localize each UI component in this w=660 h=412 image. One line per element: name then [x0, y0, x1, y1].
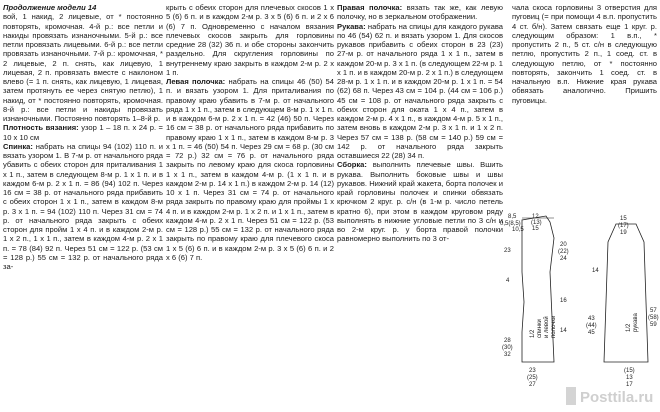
density-label: Плотность вязания:: [3, 123, 79, 133]
sleeve-bottom-b: 13: [626, 375, 633, 381]
sleeve-right-a: 57: [650, 308, 657, 314]
text-column-1: [3, 3, 163, 271]
sleeves-text: набрать на спицы для каждого рукава по 46 (54) 62 п. и вязать узором 1. Для скосов рукавов прибавить с обеих сторон в 23 (23) 27-м р. от начального ряда 1 х 1 п., затем в каждом 20-м р. 3 х 1 п. (в следующем 22-м р. 1 х 1 п. и в каждом 20-м р. 2 х 1 п.) в следующем 28-м р. 1 х 1 п. и в каждом 20-м р. 1 х 1 п. = 54 (62) 68 п. Через 43 см = 104 р. (44 см = 106 р.) 45 см = 108 р. от начального ряда закрыть с обеих сторон для оката 1 х 4 п., затем в каждом 2-м р. 4 х 1 п., в каждом 4-м р. 5 х 1 п., затем вновь в каждом 2-м р. 3 х 1 п. и 1 х 2 п. Через 57 см = 138 р. (58 см = 140 р.) 59 см = 142 р. от начального ряда закрыть оставшиеся 22 (28) 34 п.: [337, 21, 503, 160]
sleeve-right-c: 59: [650, 322, 657, 328]
sleeve-right-b: (58): [648, 315, 659, 321]
side-measure-d: 16: [560, 298, 567, 304]
sleeve-caption: [626, 313, 639, 332]
density-text: узор 1 – 18 п. х 24 р. = 10 х 10 см: [3, 123, 163, 142]
pattern-rows-text: вой, 1 накид, 2 лицевые, от * постоянно повторять, кромочная. 4-й р.: все петли и накиды провязать изнаночными. 5-й р.: все петли провязать лицевыми. 6-й р.: все петли провязать изнаночными. 7-й р.: кромочная, * 2 лицевые, 2 п. снять, как лицевую, 1 лицевая, 2 п. провязать вместе с наклоном влево (= 1 п. снять, как лицевую, 1 лицевая, затем протянуть ее через снятую петлю), 1 накид, от * постоянно повторять, кромочная. 8-й р.: все петли и накиды провязать изнаночными. Постоянно повторять 1–8-й р.: [3, 12, 163, 123]
sleeve-bottom-a: (15): [624, 368, 635, 374]
text-column-3: [337, 3, 503, 244]
watermark-svg: [566, 385, 660, 407]
side-measure-e: 14: [560, 328, 567, 334]
sleeve-caption-2: рукава: [633, 313, 639, 332]
bottom-measure-b: (25): [527, 375, 538, 381]
text-column-4: [512, 3, 657, 105]
body-caption-2: спинки: [537, 319, 543, 338]
sleeves-label: Рукава:: [337, 21, 366, 31]
left-front-label: Левая полочка:: [166, 77, 226, 86]
watermark-mark: [566, 387, 576, 405]
text-column-2: [166, 3, 334, 262]
bottom-measure-c: 27: [529, 382, 536, 388]
back-continued-text: крыть с обеих сторон для плечевых скосов 1 х 5 (6) 6 п. и в каждом 2-м р. 3 х 5 (6) 6 п. и 2 х 6 (6) 7 п. Одновременно с началом вязания плечевых скосов закрыть для горловины средние 28 (32) 36 п. и обе стороны закончить раздельно. Для скругления горловины по внутреннему краю закрыть в каждом 2-м р. 2 х 1 п.: [166, 3, 334, 77]
sleeve-top-b: (17): [618, 223, 629, 229]
side-measure-a: 20: [560, 242, 567, 248]
watermark-brand: Posttila.ru: [580, 389, 654, 406]
right-front-text: вязать так же, как левую полочку, но в зеркальном отображении.: [337, 3, 503, 22]
schematic-svg: [484, 212, 660, 407]
top-measure-f: 15: [532, 226, 539, 232]
body-caption-3: и левой: [544, 316, 550, 338]
sleeve-outline: [604, 224, 648, 362]
section-heading: Продолжение модели 14: [3, 3, 97, 12]
sleeve-bottom-c: 17: [626, 382, 633, 388]
right-front-label: Правая полочка:: [337, 3, 403, 12]
bottom-measure-a: 23: [529, 368, 536, 374]
pattern-schematic: [484, 212, 660, 407]
sleeve-caption-1: 1/2: [626, 323, 632, 332]
side-measure-c: 24: [560, 256, 567, 262]
back-label: Спинка:: [3, 141, 33, 151]
sleeve-top-c: 19: [620, 230, 627, 236]
left-measure-b: 4: [506, 278, 510, 284]
left-front-text: набрать на спицы 46 (50) 54 п. и вязать узором 1. Для приталивания по правому краю убавить в 7-м р. от начального ряда 1 х 1 п., затем в следующем 8-м р. 1 х 1 п. и в каждом 6-м р. 2 х 1 п. = 42 (46) 50 п. Через 16 см = 38 р. от начального ряда прибавить по правому краю 1 х 1 п., затем в каждом 8-м р. 3 х 1 п. = 46 (50) 54 п. Через 29 см = 68 р. (30 см = 72 р.) 32 см = 76 р. от начального ряда закрыть по левому краю для скоса горловины 1 х 1 п., затем в каждом 4-м р. (1 х 1 п. и в каждом 2-м р. 14 х 1 п.) в каждом 2-м р. 14 (12) 10 х 1 п. Через 31 см = 74 р. от начального ряда закрыть по правому краю для проймы 1 х 4 п. и в каждом 2-м р. 1 х 2 п. и 1 х 1 п., затем в каждом 4-м р. 2 х 1 п. Через 51 см = 122 р. (53 см = 128 р.) 55 см = 132 р. от начального ряда закрыть по правому краю для плечевого скоса 1 х 5 (6) 6 п. и в каждом 2-м р. 3 х 5 (6) 6 п. и 2 х 6 (6) 7 п.: [166, 77, 334, 262]
top-measure-c: 10,5: [512, 227, 524, 233]
top-measure-e: (13): [531, 220, 542, 226]
watermark-logo: [566, 385, 660, 407]
sleeve-left-b: (44): [586, 323, 597, 329]
left-measure-d: (30): [502, 345, 513, 351]
top-measure-d: 12: [532, 214, 539, 220]
top-measure-b: 0,5(8,5): [500, 221, 521, 227]
body-caption-4: полочки: [551, 315, 557, 338]
left-measure-a: 23: [504, 248, 511, 254]
left-measure-c: 28: [504, 338, 511, 344]
assembly-text: выполнить плечевые швы. Вшить рукава. Выполнить боковые швы и швы рукавов. Нижний край жакета, борта полочек и край горловины полочек и спинки обвязать крючком 2 круг. р. с/н (в 1-м р. число петель кратно 6), при этом в каждом круговом ряду выполнять в нижние угловые петли по 3 с/н и во 2-м круг. р. у борта правой полочки равномерно выполнить по 3 от-: [337, 160, 503, 244]
body-piece-outline: [522, 216, 554, 362]
top-measure-a: 8,5: [508, 214, 517, 220]
sleeve-left-a: 43: [588, 316, 595, 322]
left-measure-e: 32: [504, 352, 511, 358]
body-piece-caption: [530, 316, 557, 338]
sleeve-top-a: 15: [620, 216, 627, 222]
finishing-text: чала скоса горловины 3 отверстия для пуговиц (= при помощи 4 в.п. пропустить 4 ст. б/н). Затем связать еще 1 круг. р. следующим образом: 1 в.п., * пропустить 2 п., 5 ст. с/н в следующую петлю, пропустить 2 п., 1 соед. ст. в следующую петлю, от * постоянно повторять, закончить 1 соед. ст. в начальную в.п. Нижние края рукава обвязать аналогично. Пришить пуговицы.: [512, 3, 657, 105]
side-measure-b: (22): [558, 249, 569, 255]
back-text: набрать на спицы 94 (102) 110 п. и вязать узором 1. В 7-м р. от начального ряда убавить с обеих сторон для приталивания 1 х 1 п., затем в следующем 8-м р. 1 х 1 п. и в каждом 6-м р. 2 х 1 п. = 86 (94) 102 п. Через 16 см = 38 р. от начального ряда прибавить с обеих сторон 1 х 1 п., затем в каждом 8-м р. 3 х 1 п. = 94 (102) 110 п. Через 31 см = 74 р. от начального ряда закрыть с обеих сторон для пройм 1 х 4 п. и в каждом 2-м р. 1 х 2 п., 1 х 1 п., затем в каждом 4-м р. 2 х 1 п. = 78 (84) 92 п. Через 51 см = 122 р. (53 см = 128 р.) 55 см = 132 р. от начального ряда за-: [3, 141, 163, 271]
body-caption-1: 1/2: [530, 329, 536, 338]
assembly-label: Сборка:: [337, 160, 367, 170]
sleeve-left-c: 45: [588, 330, 595, 336]
sleeve-side-measure: 14: [592, 268, 599, 274]
